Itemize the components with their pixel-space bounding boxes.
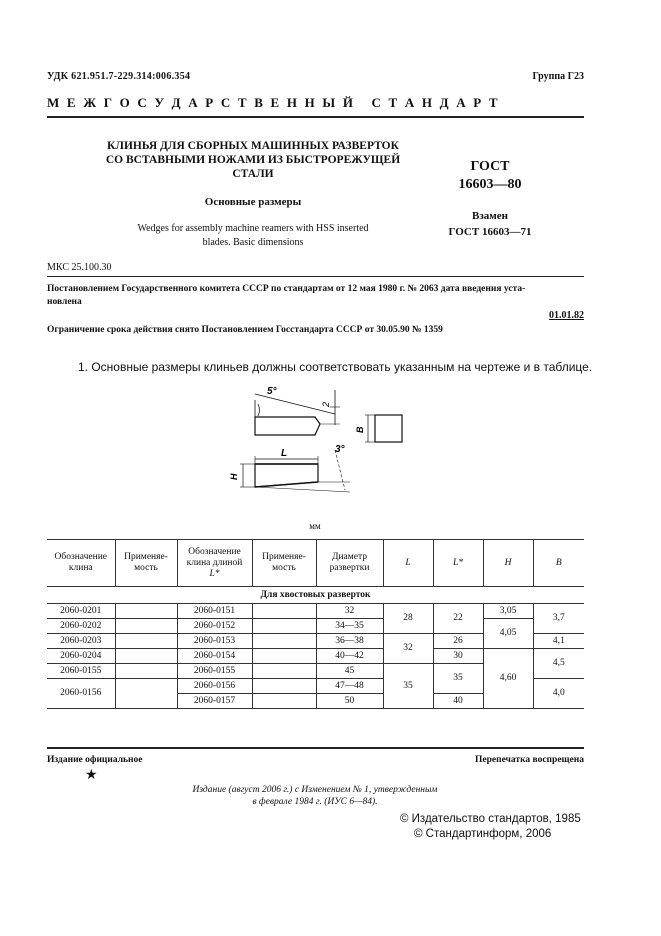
- restriction-text: Ограничение срока действия снято Постановлением Госстандарта СССР от 30.05.90 № 1359: [47, 325, 443, 335]
- standard-banner: М Е Ж Г О С У Д А Р С Т В Е Н Н Ы Й С Т А Н Д А Р Т: [47, 95, 500, 110]
- col-Lstar: L*: [433, 540, 483, 587]
- angle-5-label: 5°: [267, 386, 277, 397]
- cell-H: 3,05: [483, 604, 533, 619]
- english-title-line2: blades. Basic dimensions: [202, 237, 304, 248]
- cell-H: 4,60: [483, 649, 533, 709]
- edition-note: [140, 784, 490, 808]
- cell-codeL: 2060-0153: [177, 634, 252, 649]
- cell-diameter: 47—48: [316, 679, 383, 694]
- cell-L: 32: [383, 634, 433, 664]
- cell-applic2: [252, 694, 316, 709]
- gost-label: ГОСТ: [470, 159, 510, 174]
- udk-code: УДК 621.951.7-229.314:006.354: [47, 71, 191, 82]
- col-L: L: [383, 540, 433, 587]
- cell-applic: [115, 649, 177, 664]
- cell-applic: [115, 634, 177, 649]
- dim-L-label: L: [281, 448, 288, 459]
- cell-Lstar: 35: [433, 664, 483, 694]
- banner-rule: [47, 116, 584, 118]
- col-designation: Обозначение клина: [47, 540, 115, 587]
- wedge-drawing: [225, 380, 425, 505]
- cell-Lstar: 40: [433, 694, 483, 709]
- cell-codeL: 2060-0157: [177, 694, 252, 709]
- cell-diameter: 32: [316, 604, 383, 619]
- cell-code: 2060-0203: [47, 634, 115, 649]
- cell-applic2: [252, 664, 316, 679]
- copyright-2: © Стандартинформ, 2006: [414, 828, 552, 840]
- cell-applic2: [252, 634, 316, 649]
- cell-Lstar: 26: [433, 634, 483, 649]
- col-B: B: [533, 540, 584, 587]
- cell-applic: [115, 679, 177, 709]
- wedge-end-view: [375, 415, 402, 442]
- gost-number: 16603—80: [458, 177, 522, 192]
- cell-codeL: 2060-0151: [177, 604, 252, 619]
- cell-code: 2060-0156: [47, 679, 115, 709]
- decree-text: [47, 283, 584, 309]
- table-row: [47, 619, 584, 634]
- mks-code: МКС 25.100.30: [47, 262, 112, 273]
- cell-code: 2060-0155: [47, 664, 115, 679]
- decree-line2: новлена: [47, 297, 82, 307]
- cell-applic: [115, 604, 177, 619]
- subtitle: Основные размеры: [204, 196, 302, 208]
- col-applicability-2: Применяе- мость: [252, 540, 316, 587]
- footer-rule: [47, 747, 584, 749]
- cell-H: 4,05: [483, 619, 533, 649]
- gost-number-block: [430, 158, 550, 194]
- official-edition: Издание официальное: [47, 755, 143, 765]
- cell-applic2: [252, 649, 316, 664]
- effective-date: 01.01.82: [549, 310, 584, 321]
- title-line2: СО ВСТАВНЫМИ НОЖАМИ ИЗ БЫСТРОРЕЖУЩЕЙ: [105, 154, 401, 166]
- cell-diameter: 34—35: [316, 619, 383, 634]
- cell-codeL: 2060-0152: [177, 619, 252, 634]
- title-line1: КЛИНЬЯ ДЛЯ СБОРНЫХ МАШИННЫХ РАЗВЕРТОК: [107, 140, 399, 152]
- copyright-1: © Издательство стандартов, 1985: [400, 813, 581, 825]
- cell-L: 35: [383, 664, 433, 709]
- col-applicability-1: Применяе- мость: [115, 540, 177, 587]
- group-code: Группа Г23: [532, 71, 584, 82]
- star-icon: ★: [85, 768, 98, 783]
- cell-diameter: 40—42: [316, 649, 383, 664]
- cell-applic2: [252, 604, 316, 619]
- section-title: Для хвостовых разверток: [47, 587, 584, 604]
- col-H: H: [483, 540, 533, 587]
- replaces-label: Взамен: [472, 210, 508, 222]
- cell-applic: [115, 664, 177, 679]
- cell-codeL: 2060-0155: [177, 664, 252, 679]
- cell-code: 2060-0202: [47, 619, 115, 634]
- cell-code: 2060-0204: [47, 649, 115, 664]
- cell-B: 4,1: [533, 634, 584, 649]
- edition-line2: в феврале 1984 г. (ИУС 6—84).: [252, 797, 378, 807]
- cell-B: 4,0: [533, 679, 584, 709]
- document-title: [88, 139, 418, 181]
- decree-line1: Постановлением Государственного комитета СССР по стандартам от 12 мая 1980 г. № 2063 дата введения уста-: [47, 284, 526, 294]
- cell-applic2: [252, 619, 316, 634]
- title-line3: СТАЛИ: [232, 168, 274, 180]
- mks-rule: [47, 276, 584, 277]
- table-row: [47, 604, 584, 619]
- reprint-notice: Перепечатка воспрещена: [474, 755, 584, 765]
- cell-B: 3,7: [533, 604, 584, 634]
- cell-diameter: 36—38: [316, 634, 383, 649]
- cell-L: 28: [383, 604, 433, 634]
- cell-diameter: 45: [316, 664, 383, 679]
- cell-diameter: 50: [316, 694, 383, 709]
- table-row: [47, 649, 584, 664]
- cell-Lstar: 30: [433, 649, 483, 664]
- cell-applic2: [252, 679, 316, 694]
- replaces-value: ГОСТ 16603—71: [448, 226, 532, 238]
- col-diameter: Диаметр развертки: [316, 540, 383, 587]
- cell-Lstar: 22: [433, 604, 483, 634]
- cell-code: 2060-0201: [47, 604, 115, 619]
- replaces-block: [430, 208, 550, 240]
- units-label: мм: [309, 521, 321, 531]
- dim-B-label: B: [355, 426, 365, 433]
- dim-2-label: 2: [321, 401, 331, 407]
- english-title: [88, 222, 418, 250]
- cell-B: 4,5: [533, 649, 584, 679]
- dim-H-label: H: [229, 473, 239, 480]
- clause-1: 1. Основные размеры клиньев должны соответствовать указанным на чертеже и в таблице.: [78, 360, 593, 374]
- cell-applic: [115, 619, 177, 634]
- copyright-block: [400, 812, 581, 842]
- english-title-line1: Wedges for assembly machine reamers with HSS inserted: [137, 223, 369, 234]
- cell-codeL: 2060-0154: [177, 649, 252, 664]
- dimensions-table: [47, 539, 584, 709]
- wedge-top-view: [255, 417, 320, 435]
- angle-3-label: 3°: [335, 444, 345, 455]
- edition-line1: Издание (август 2006 г.) с Изменением № 1, утвержденным: [192, 785, 438, 795]
- cell-codeL: 2060-0156: [177, 679, 252, 694]
- col-designation-L: Обозначение клина длиной L*: [177, 540, 252, 587]
